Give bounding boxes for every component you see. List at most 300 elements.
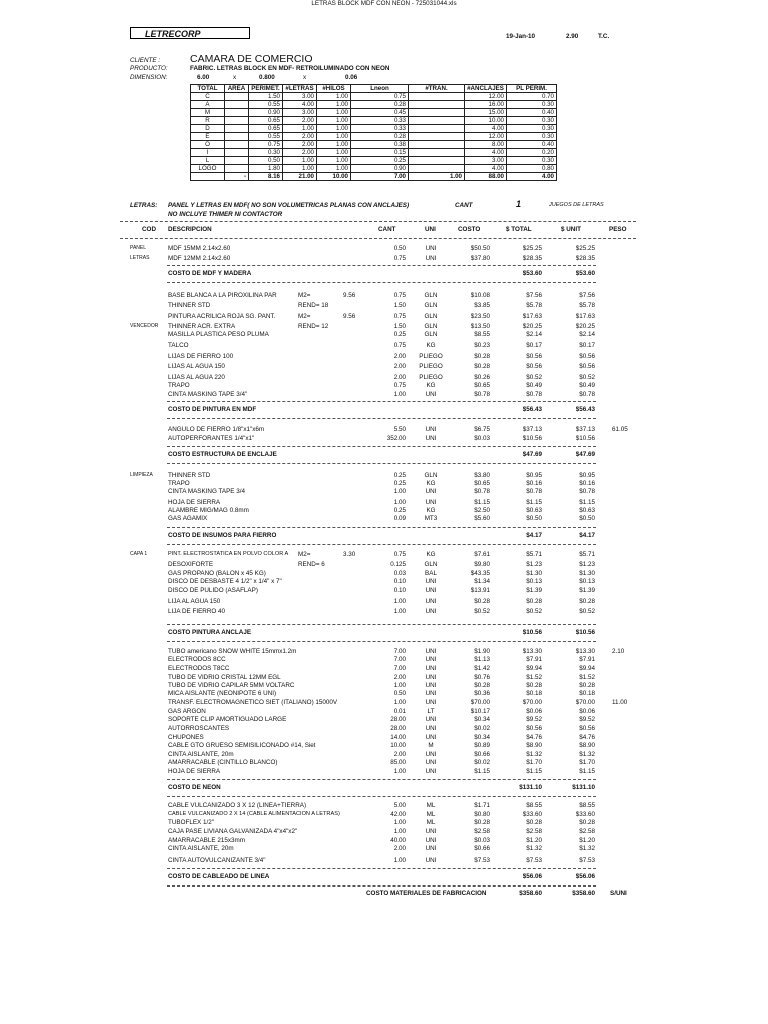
item-costo: $2.50 <box>474 507 490 514</box>
item-uni: UNI <box>425 435 437 442</box>
final-total-row <box>0 890 768 900</box>
dim-cell <box>409 157 465 165</box>
item-costo: $0.28 <box>474 598 490 605</box>
item-code: PANEL <box>130 245 147 251</box>
item-total: $1.39 <box>526 587 542 594</box>
item-unit: $5.78 <box>579 302 595 309</box>
item-uni: GLN <box>424 561 438 568</box>
dim-row <box>191 157 557 165</box>
final-label: COSTO MATERIALES DE FABRICACION <box>366 890 487 897</box>
item-param-value: 3.30 <box>343 551 356 558</box>
item-uni: UNI <box>425 674 437 681</box>
item-cant: 28.00 <box>390 716 406 723</box>
item-unit: $10.56 <box>575 629 595 636</box>
item-total: $0.28 <box>526 682 542 689</box>
item-row <box>0 331 768 341</box>
item-unit: $37.13 <box>575 426 595 433</box>
item-uni: UNI <box>425 690 437 697</box>
item-cant: 1.00 <box>393 598 406 605</box>
item-total: $0.95 <box>526 472 542 479</box>
item-total: $0.56 <box>526 353 542 360</box>
item-description: CABLE VULCANIZADO 2 X 14 (CABLE ALIMENTACION A LETRAS) <box>168 811 340 817</box>
item-description: COSTO PINTURA ANCLAJE <box>168 629 252 636</box>
dim-cell <box>409 133 465 141</box>
item-description: ELECTRODOS T8CC <box>168 665 230 672</box>
item-uni: UNI <box>425 734 437 741</box>
letras-desc-1: PANEL Y LETRAS EN MDF( NO SON VOLUMETRICAS PLANAS CON ANCLAJES) <box>168 202 410 209</box>
item-uni: UNI <box>425 499 437 506</box>
item-cant: 1.00 <box>393 608 406 615</box>
dim-cell: 0.30 <box>507 133 557 141</box>
item-total: $8.55 <box>526 802 542 809</box>
dim-cell: C <box>191 93 225 101</box>
item-cant: 2.00 <box>393 363 406 370</box>
item-costo: $1.90 <box>474 648 490 655</box>
quote-date: 19-Jan-10 <box>506 33 536 40</box>
item-total: $10.56 <box>522 435 542 442</box>
item-total: $0.52 <box>526 608 542 615</box>
item-peso: 61.05 <box>612 426 628 433</box>
dim-cell: 3.00 <box>283 93 317 101</box>
juegos-label: JUEGOS DE LETRAS <box>549 202 604 208</box>
item-total: $33.60 <box>522 811 542 818</box>
item-unit: $33.60 <box>575 811 595 818</box>
item-total: $1.52 <box>526 674 542 681</box>
item-costo: $1.13 <box>474 656 490 663</box>
item-cant: 1.00 <box>393 857 406 864</box>
final-suffix: S/UNI <box>610 890 627 897</box>
item-unit: $9.94 <box>579 665 595 672</box>
item-cant: 0.75 <box>393 551 406 558</box>
item-row <box>0 353 768 363</box>
item-uni: UNI <box>425 716 437 723</box>
dim-cell <box>225 165 249 173</box>
item-total: $17.63 <box>522 313 542 320</box>
item-description: GAS PROPANO (BALON x 45 KG) <box>168 570 266 577</box>
dim-cell: D <box>191 125 225 133</box>
item-uni: M <box>428 742 434 749</box>
divider <box>120 238 636 239</box>
item-uni: UNI <box>425 488 437 495</box>
product-name: FABRIC. LETRAS BLOCK EN MDF- RETROILUMINADO CON NEON <box>190 65 390 72</box>
item-description: GAS AGAMIX <box>168 515 208 522</box>
item-cant: 1.00 <box>393 391 406 398</box>
item-costo: $10.17 <box>470 708 490 715</box>
subtotal-divider <box>167 401 596 402</box>
dim-cell: 0.65 <box>249 117 283 125</box>
dim-cell: 4.00 <box>465 125 507 133</box>
item-costo: $3.85 <box>474 302 490 309</box>
item-description: CINTA AUTOVULCANIZANTE 3/4" <box>168 857 266 864</box>
item-unit: $1.20 <box>579 837 595 844</box>
item-unit: $0.06 <box>579 708 595 715</box>
item-unit: $0.50 <box>579 515 595 522</box>
item-total: $0.16 <box>526 480 542 487</box>
dim-cell: 1.00 <box>283 165 317 173</box>
item-total: $1.20 <box>526 837 542 844</box>
dim-cell <box>409 141 465 149</box>
item-cant: 0.75 <box>393 313 406 320</box>
item-uni: UNI <box>425 665 437 672</box>
item-total: $1.30 <box>526 570 542 577</box>
item-costo: $0.52 <box>474 608 490 615</box>
dim-header-cell: PL PERIM. <box>507 85 557 93</box>
item-uni: UNI <box>425 255 437 262</box>
item-total: $56.43 <box>522 406 542 413</box>
dim-cell <box>225 149 249 157</box>
item-total: $7.56 <box>526 292 542 299</box>
item-description: ELECTRODOS 8CC <box>168 656 226 663</box>
item-row <box>0 608 768 618</box>
item-param-value: 9.56 <box>343 292 356 299</box>
item-uni: UNI <box>425 837 437 844</box>
item-total: $0.13 <box>526 578 542 585</box>
item-description: COSTO ESTRUCTURA DE ENCLAJE <box>168 451 277 458</box>
dim-cell: 0.40 <box>507 109 557 117</box>
dim-row <box>191 101 557 109</box>
item-row <box>0 768 768 778</box>
item-row <box>0 857 768 867</box>
dim-cell: R <box>191 117 225 125</box>
item-unit: $8.55 <box>579 802 595 809</box>
item-description: DISCO DE PULIDO (ASAFLAP) <box>168 587 258 594</box>
item-param: REND= 18 <box>298 302 329 309</box>
item-unit: $10.56 <box>575 435 595 442</box>
dim-cell <box>409 109 465 117</box>
dim-cell: 2.00 <box>283 133 317 141</box>
dim-cell: 1.00 <box>317 141 351 149</box>
dim-cell <box>225 117 249 125</box>
item-uni: UNI <box>425 648 437 655</box>
item-total: $56.06 <box>522 873 542 880</box>
item-cant: 14.00 <box>390 734 406 741</box>
item-uni: GLN <box>424 292 438 299</box>
item-cant: 0.25 <box>393 472 406 479</box>
dim-cell <box>191 173 225 181</box>
item-costo: $0.36 <box>474 690 490 697</box>
item-cant: 85.00 <box>390 759 406 766</box>
dim-row <box>191 141 557 149</box>
item-param: REND= 6 <box>298 561 325 568</box>
subtotal-divider <box>167 265 596 266</box>
item-uni: UNI <box>425 828 437 835</box>
item-cant: 2.00 <box>393 845 406 852</box>
item-costo: $9.80 <box>474 561 490 568</box>
item-cant: 1.00 <box>393 682 406 689</box>
item-unit: $20.25 <box>575 323 595 330</box>
item-unit: $0.56 <box>579 725 595 732</box>
item-cant: 0.25 <box>393 480 406 487</box>
item-description: PINT. ELECTROSTATICA EN POLVO COLOR A <box>168 551 289 557</box>
item-total: $7.91 <box>526 656 542 663</box>
item-row <box>0 255 768 265</box>
subtotal-divider <box>167 527 596 528</box>
item-code: CAPA 1 <box>130 551 148 557</box>
letras-label: LETRAS: <box>130 202 158 209</box>
dim-header-cell: #LETRAS <box>283 85 317 93</box>
item-description: THINNER STD <box>168 302 211 309</box>
item-unit: $0.28 <box>579 598 595 605</box>
item-unit: $4.17 <box>579 532 595 539</box>
item-costo: $0.28 <box>474 363 490 370</box>
item-description: DESOXIFORTE <box>168 561 214 568</box>
item-unit: $47.69 <box>575 451 595 458</box>
item-description: COSTO DE CABLEADO DE LINEA <box>168 873 270 880</box>
item-costo: $13.50 <box>470 323 490 330</box>
dim-cell: 0.80 <box>507 165 557 173</box>
dim-cell: 3.00 <box>283 109 317 117</box>
column-headers <box>0 226 768 236</box>
item-total: $0.17 <box>526 342 542 349</box>
dim-cell: 0.28 <box>351 101 409 109</box>
item-row <box>0 342 768 352</box>
file-title: LETRAS BLOCK MDF CON NEON - 725031044.xls <box>311 0 457 7</box>
item-cant: 0.50 <box>393 690 406 697</box>
item-description: AMARRACABLE 215x3mm <box>168 837 245 844</box>
item-cant: 0.75 <box>393 342 406 349</box>
item-total: $131.10 <box>519 784 542 791</box>
cant-value: 1 <box>516 199 522 209</box>
item-description: COSTO DE INSUMOS PARA FIERRO <box>168 532 277 539</box>
subtotal-divider <box>167 446 596 447</box>
item-uni: GLN <box>424 331 438 338</box>
item-description: PINTURA ACRILICA ROJA SG. PANT. <box>168 313 276 320</box>
item-description: GAS ARGON <box>168 708 206 715</box>
item-uni: MT3 <box>424 515 438 522</box>
item-description: TUBO DE VIDRIO CAPILAR 5MM VOLTARC <box>168 682 295 689</box>
dim-cell: 1.00 <box>317 117 351 125</box>
item-unit: $2.58 <box>579 828 595 835</box>
dim-cell <box>409 149 465 157</box>
dim-cell <box>225 93 249 101</box>
dim-row <box>191 125 557 133</box>
subtotal-row <box>0 406 768 416</box>
header-description: DESCRIPCION <box>168 226 212 233</box>
dim-cell: 0.15 <box>351 149 409 157</box>
item-uni: UNI <box>425 845 437 852</box>
subtotal-divider <box>167 463 596 464</box>
item-total: $0.18 <box>526 690 542 697</box>
item-cant: 352.00 <box>386 435 406 442</box>
item-description: AUTOPERFORANTES 1/4"x1" <box>168 435 255 442</box>
item-cant: 1.50 <box>393 323 406 330</box>
dim-cell: 21.00 <box>283 173 317 181</box>
item-code: LETRAS <box>130 255 150 261</box>
item-costo: $0.78 <box>474 488 490 495</box>
item-description: COSTO DE NEON <box>168 784 221 791</box>
dim-row <box>191 93 557 101</box>
letras-desc-2: NO INCLUYE THIMER NI CONTACTOR <box>168 211 283 218</box>
item-costo: $0.65 <box>474 480 490 487</box>
item-uni: UNI <box>425 656 437 663</box>
item-costo: $2.58 <box>474 828 490 835</box>
item-description: CINTA AISLANTE, 20m <box>168 845 234 852</box>
item-costo: $0.66 <box>474 845 490 852</box>
item-costo: $0.26 <box>474 374 490 381</box>
divider <box>167 886 596 887</box>
item-cant: 0.03 <box>393 570 406 577</box>
dim-cell: 0.33 <box>351 125 409 133</box>
item-unit: $53.60 <box>575 270 595 277</box>
item-row <box>0 245 768 255</box>
dim-row <box>191 165 557 173</box>
item-description: CABLE VULCANIZADO 3 X 12 (LINEA+TIERRA) <box>168 802 307 809</box>
item-description: DISCO DE DESBASTE 4 1/2" x 1/4" x 7" <box>168 578 282 585</box>
dim-cell: 10.00 <box>465 117 507 125</box>
item-description: ANGULO DE FIERRO 1/8"x1"x6m <box>168 426 265 433</box>
item-cant: 2.00 <box>393 374 406 381</box>
dim-cell: M <box>191 109 225 117</box>
dim-cell <box>225 133 249 141</box>
dimension-c: 0.06 <box>345 74 358 81</box>
item-description: LIJAS DE FIERRO 100 <box>168 353 234 360</box>
item-total: $0.56 <box>526 725 542 732</box>
subtotal-divider <box>167 868 596 869</box>
item-code: LIMPIEZA <box>130 472 153 478</box>
item-total: $0.28 <box>526 819 542 826</box>
dim-cell <box>409 117 465 125</box>
item-total: $0.78 <box>526 488 542 495</box>
dim-cell: 3.00 <box>465 157 507 165</box>
dim-header-cell: PERIMET. <box>249 85 283 93</box>
item-unit: $8.90 <box>579 742 595 749</box>
dim-cell <box>225 157 249 165</box>
item-code: VENCEDOR <box>130 323 159 329</box>
item-costo: $8.55 <box>474 331 490 338</box>
dim-cell: 10.00 <box>317 173 351 181</box>
subtotal-row <box>0 270 768 280</box>
item-unit: $0.13 <box>579 578 595 585</box>
final-unit: $358.60 <box>572 890 595 897</box>
exchange-rate: 2.90 <box>566 33 579 40</box>
subtotal-divider <box>167 779 596 780</box>
item-total: $53.60 <box>522 270 542 277</box>
item-costo: $5.60 <box>474 515 490 522</box>
item-unit: $7.53 <box>579 857 595 864</box>
item-description: THINNER STD <box>168 472 211 479</box>
item-total: $1.15 <box>526 499 542 506</box>
dim-cell: 1.00 <box>283 125 317 133</box>
header-costo: COSTO <box>458 226 481 233</box>
item-unit: $1.52 <box>579 674 595 681</box>
dim-cell: I <box>191 149 225 157</box>
dim-header-cell: TOTAL <box>191 85 225 93</box>
item-unit: $28.35 <box>575 255 595 262</box>
item-cant: 7.00 <box>393 656 406 663</box>
item-unit: $1.23 <box>579 561 595 568</box>
item-description: MICA AISLANTE (NEONIPOTE 6 UNI) <box>168 690 277 697</box>
item-uni: BAL <box>425 570 437 577</box>
cant-label: CANT <box>455 202 473 209</box>
item-uni: UNI <box>425 699 437 706</box>
item-cant: 1.00 <box>393 488 406 495</box>
item-total: $70.00 <box>522 699 542 706</box>
item-unit: $17.63 <box>575 313 595 320</box>
item-param: M2= <box>298 551 311 558</box>
dim-row <box>191 109 557 117</box>
dim-cell: 2.00 <box>283 141 317 149</box>
dim-cell: 2.00 <box>283 149 317 157</box>
item-total: $0.28 <box>526 598 542 605</box>
item-uni: UNI <box>425 857 437 864</box>
item-cant: 0.10 <box>393 587 406 594</box>
item-total: $0.56 <box>526 363 542 370</box>
item-cant: 10.00 <box>390 742 406 749</box>
dim-cell: L <box>191 157 225 165</box>
dim-cell: 12.00 <box>465 133 507 141</box>
item-costo: $0.66 <box>474 751 490 758</box>
dim-cell: 1.00 <box>317 133 351 141</box>
item-uni: UNI <box>425 391 437 398</box>
item-row <box>0 313 768 323</box>
item-uni: UNI <box>425 751 437 758</box>
item-total: $5.78 <box>526 302 542 309</box>
item-unit: $0.17 <box>579 342 595 349</box>
item-total: $9.52 <box>526 716 542 723</box>
item-description: COSTO DE PINTURA EN MDF <box>168 406 257 413</box>
item-uni: UNI <box>425 759 437 766</box>
item-unit: $56.43 <box>575 406 595 413</box>
client-label: CLIENTE : <box>130 57 161 64</box>
subtotal-divider <box>167 418 596 419</box>
dim-cell: 0.55 <box>249 133 283 141</box>
item-total: $2.58 <box>526 828 542 835</box>
dim-cell: 0.28 <box>351 133 409 141</box>
item-total: $37.13 <box>522 426 542 433</box>
dim-row <box>191 149 557 157</box>
item-uni: KG <box>426 342 436 349</box>
dim-cell: 0.70 <box>507 93 557 101</box>
item-unit: $13.30 <box>575 648 595 655</box>
item-unit: $0.52 <box>579 374 595 381</box>
item-costo: $0.03 <box>474 837 490 844</box>
item-unit: $0.56 <box>579 363 595 370</box>
item-description: TUBO DE VIDRIO CRISTAL 12MM EGL <box>168 674 281 681</box>
item-total: $0.50 <box>526 515 542 522</box>
dim-cell: 0.45 <box>351 109 409 117</box>
item-uni: KG <box>426 551 436 558</box>
dimension-label: DIMENSION: <box>130 74 168 81</box>
item-unit: $131.10 <box>572 784 595 791</box>
item-row <box>0 551 768 561</box>
item-description: CINTA MASKING TAPE 3/4" <box>168 391 248 398</box>
subtotal-row <box>0 532 768 542</box>
exchange-label: T.C. <box>598 33 610 40</box>
item-uni: UNI <box>425 768 437 775</box>
item-unit: $70.00 <box>575 699 595 706</box>
item-row <box>0 587 768 597</box>
item-uni: UNI <box>425 725 437 732</box>
item-unit: $5.71 <box>579 551 595 558</box>
item-unit: $1.30 <box>579 570 595 577</box>
item-cant: 0.01 <box>393 708 406 715</box>
item-total: $1.32 <box>526 845 542 852</box>
dim-cell: 1.00 <box>283 157 317 165</box>
item-cant: 1.00 <box>393 819 406 826</box>
item-peso: 11.00 <box>612 699 628 706</box>
dim-cell: 12.00 <box>465 93 507 101</box>
dim-header-cell: Lneon <box>351 85 409 93</box>
item-total: $13.30 <box>522 648 542 655</box>
item-costo: $50.50 <box>470 245 490 252</box>
item-cant: 2.00 <box>393 674 406 681</box>
item-cant: 1.00 <box>393 768 406 775</box>
item-cant: 2.00 <box>393 751 406 758</box>
item-cant: 1.00 <box>393 499 406 506</box>
item-description: BASE BLANCA A LA PIROXILINA PAR <box>168 292 277 299</box>
item-uni: UNI <box>425 578 437 585</box>
item-description: CABLE GTO GRUESO SEMISILICONADO #14, Siet <box>168 742 316 749</box>
